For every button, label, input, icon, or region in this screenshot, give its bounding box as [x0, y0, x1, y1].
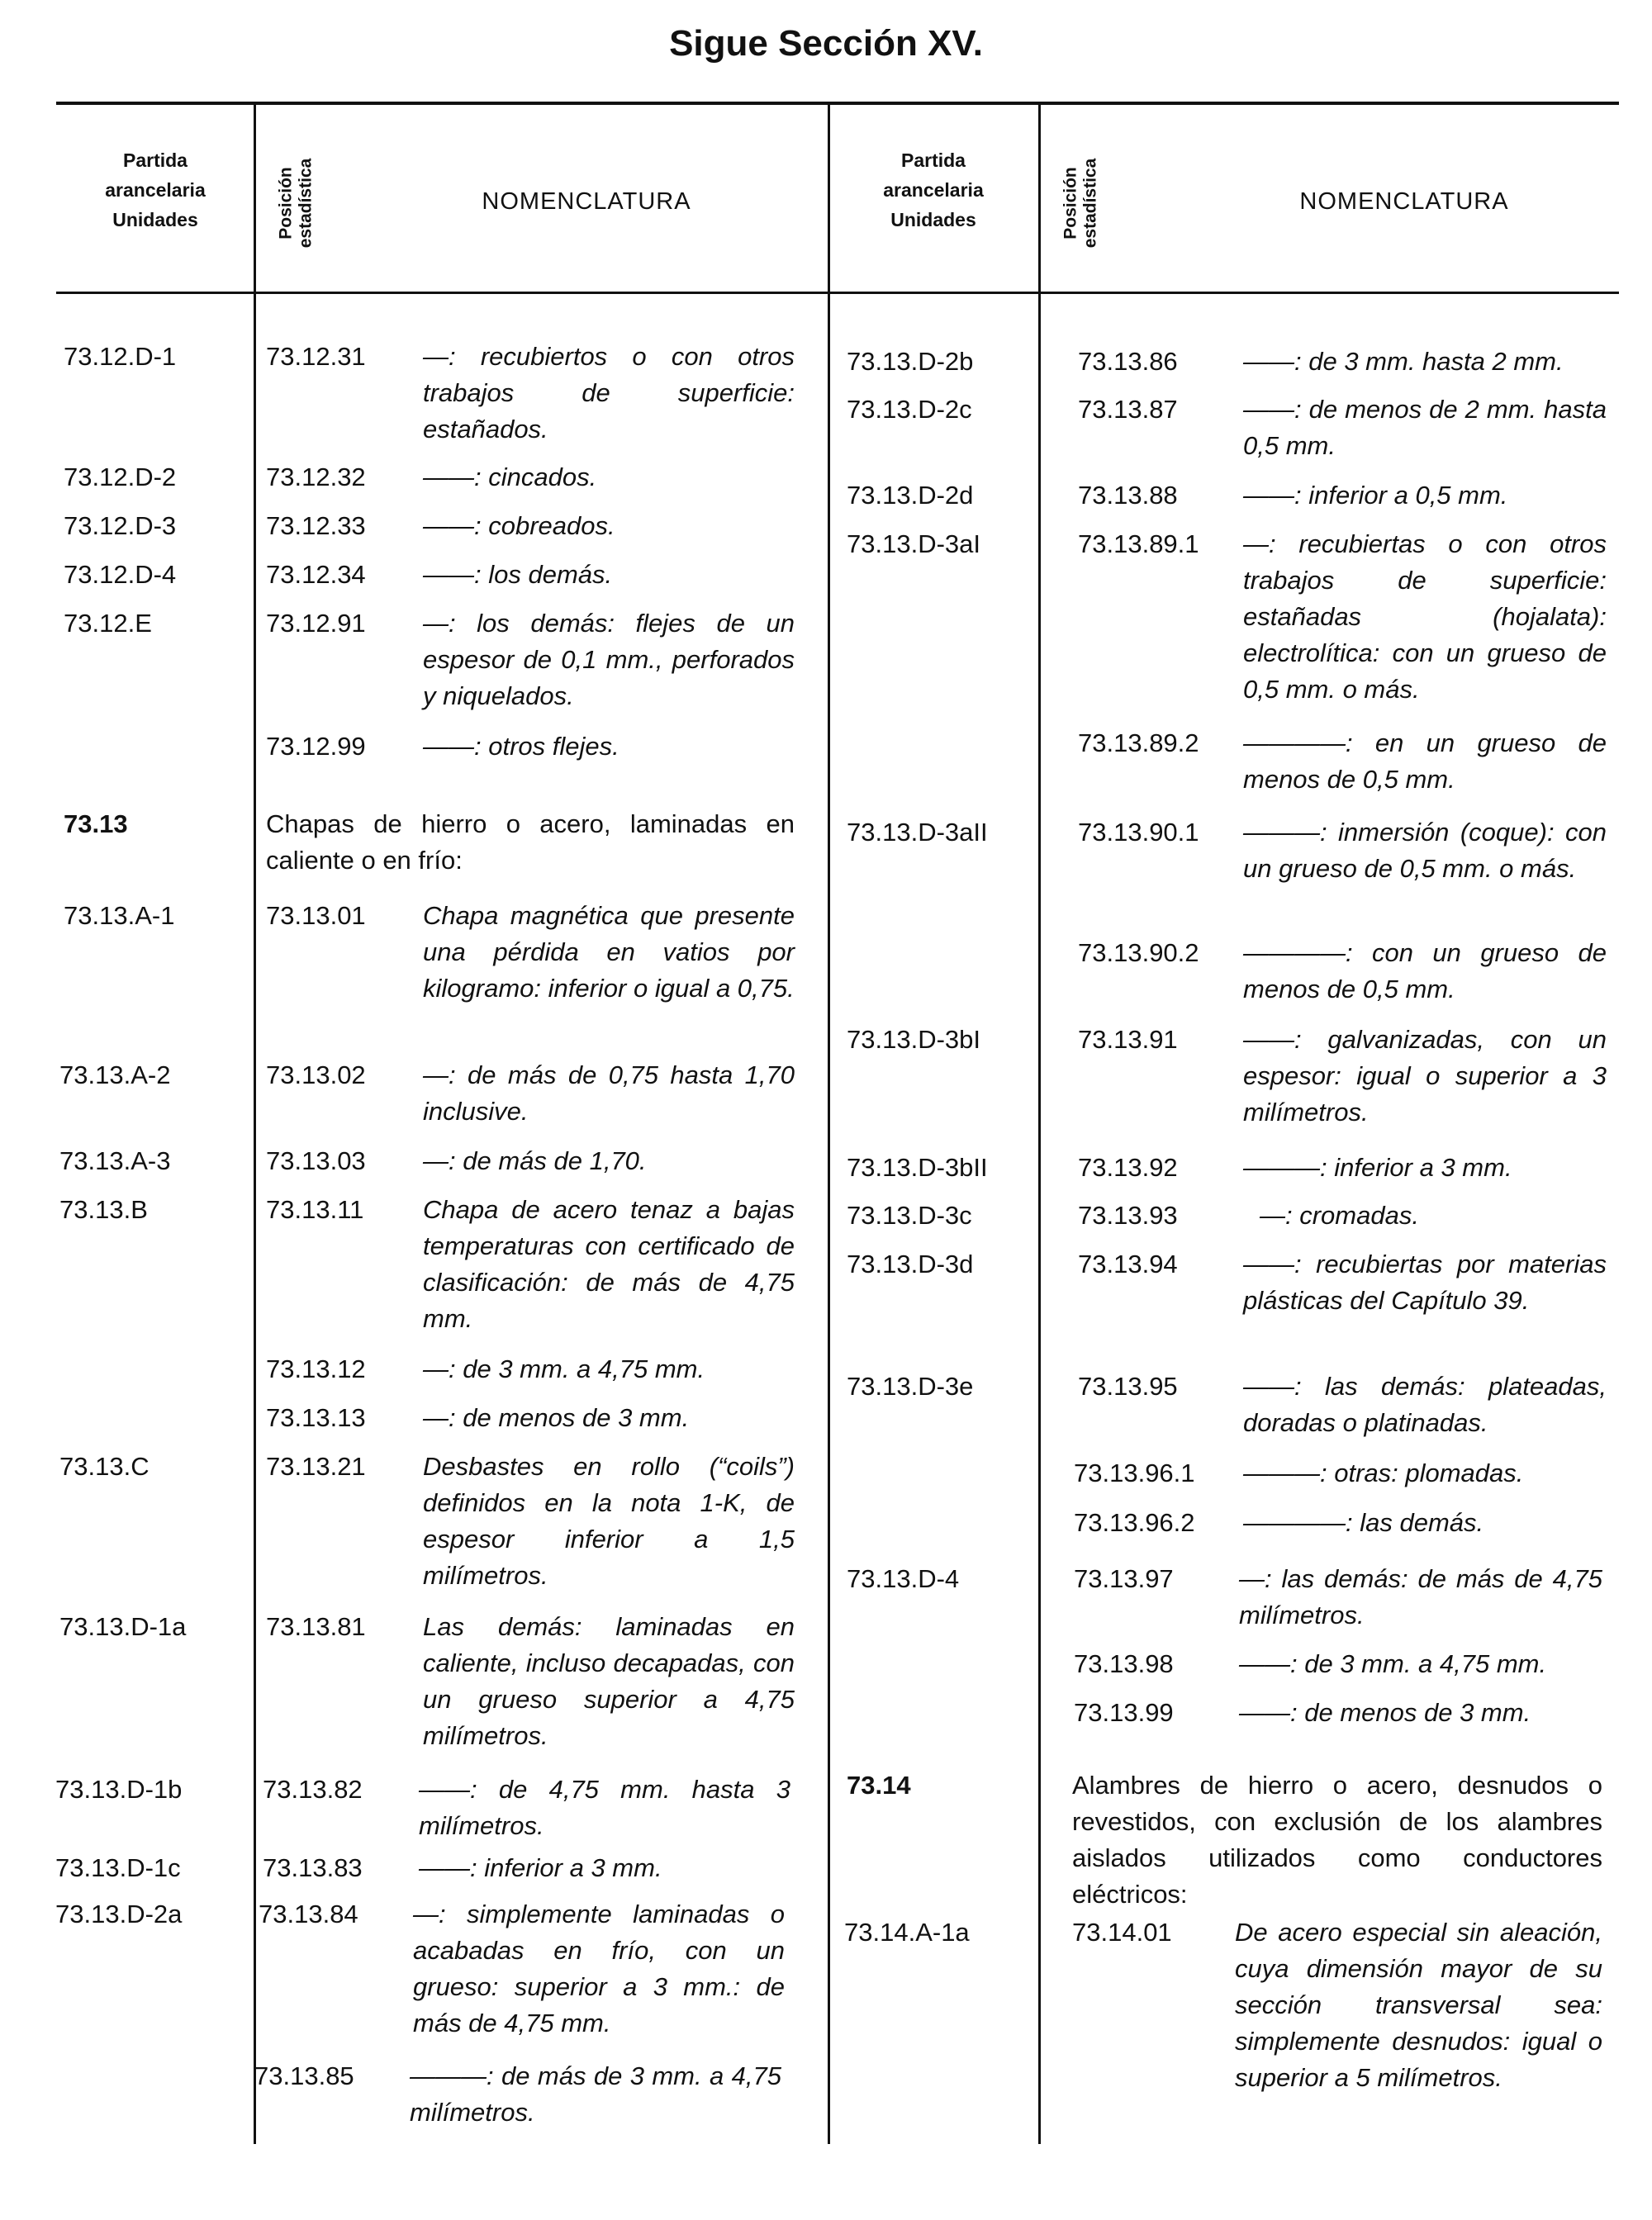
right-posicion: 73.13.94: [1078, 1250, 1178, 1278]
left-posicion: 73.13.81: [266, 1612, 366, 1641]
left-description: ——: cincados.: [423, 462, 597, 491]
right-partida: 73.13.D-4: [847, 1564, 960, 1593]
left-description: —: de menos de 3 mm.: [423, 1403, 690, 1432]
right-posicion: 73.13.89.2: [1078, 728, 1199, 757]
right-posicion: 73.14.01: [1072, 1918, 1172, 1947]
left-description: —: de 3 mm. a 4,75 mm.: [423, 1354, 705, 1383]
right-partida: 73.13.D-3d: [847, 1250, 974, 1278]
right-description: ——: de 3 mm. a 4,75 mm.: [1239, 1649, 1547, 1678]
right-posicion: 73.13.96.2: [1074, 1508, 1195, 1537]
header-partida-left: Partida arancelaria Unidades: [105, 149, 206, 230]
right-partida: 73.13.D-3bI: [847, 1025, 980, 1054]
right-posicion: 73.13.90.2: [1078, 938, 1199, 967]
right-description: ——: las demás: plateadas, doradas o platinadas.: [1243, 1372, 1607, 1437]
left-partida: 73.13.A-2: [59, 1060, 171, 1089]
left-partida: 73.12.D-2: [64, 462, 177, 491]
left-posicion: 73.12.31: [266, 342, 366, 371]
left-partida: 73.12.D-3: [64, 511, 177, 540]
right-posicion: 73.13.90.1: [1078, 818, 1199, 847]
left-posicion: 73.13.13: [266, 1403, 366, 1432]
left-partida: 73.12.E: [64, 609, 152, 638]
column-rule-2: [828, 104, 830, 2144]
left-partida: 73.13.C: [59, 1452, 150, 1481]
left-description: —: de más de 0,75 hasta 1,70 inclusive.: [423, 1060, 795, 1126]
header-bottom-rule: [56, 292, 1619, 294]
left-description: Desbastes en rollo (“coils”) definidos en la nota 1-K, de espesor inferior a 1,5 milímetros.: [423, 1452, 795, 1590]
right-description: ————: en un grueso de menos de 0,5 mm.: [1243, 728, 1607, 794]
left-heading-7313: Chapas de hierro o acero, laminadas en caliente o en frío:: [266, 809, 795, 875]
left-description: ——: los demás.: [423, 560, 613, 589]
left-partida: 73.13.B: [59, 1195, 148, 1224]
left-description: Chapa magnética que presente una pérdida en vatios por kilogramo: inferior o igual a 0,75.: [423, 901, 795, 1003]
left-posicion: 73.12.99: [266, 732, 366, 761]
right-description: De acero especial sin aleación, cuya dimensión mayor de su sección transversal sea: simplemente desnudos: igual o superior a 5 milímetros.: [1235, 1918, 1602, 2092]
left-partida: 73.13: [64, 809, 128, 838]
left-description: ———: de más de 3 mm. a 4,75 milímetros.: [410, 2061, 781, 2127]
right-description: —: cromadas.: [1260, 1201, 1419, 1230]
right-posicion: 73.13.95: [1078, 1372, 1178, 1401]
right-description: ———: otras: plomadas.: [1243, 1459, 1524, 1487]
left-posicion: 73.13.83: [263, 1853, 363, 1882]
right-partida: 73.13.D-3bII: [847, 1153, 988, 1182]
right-description: ——: recubiertas por materias plásticas del Capítulo 39.: [1243, 1250, 1607, 1315]
left-description: —: de más de 1,70.: [423, 1146, 647, 1175]
right-posicion: 73.13.91: [1078, 1025, 1178, 1054]
left-description: Las demás: laminadas en caliente, incluso decapadas, con un grueso superior a 4,75 milímetros.: [423, 1612, 795, 1750]
left-posicion: 73.13.11: [266, 1195, 364, 1224]
left-posicion: 73.12.91: [266, 609, 366, 638]
left-description: Chapa de acero tenaz a bajas temperaturas con certificado de clasificación: de más de 4,75 mm.: [423, 1195, 795, 1333]
left-posicion: 73.13.01: [266, 901, 366, 930]
right-partida: 73.13.D-3e: [847, 1372, 974, 1401]
left-partida: 73.13.D-1b: [55, 1775, 183, 1804]
right-description: —: recubiertas o con otros trabajos de superficie: estañadas (hojalata): electrolítica: con un grueso de 0,5 mm. o más.: [1243, 529, 1607, 704]
header-nomenclatura-left: NOMENCLATURA: [482, 188, 691, 215]
right-partida: 73.13.D-3aI: [847, 529, 980, 558]
left-partida: 73.12.D-4: [64, 560, 177, 589]
top-rule: [56, 102, 1619, 105]
page-title: Sigue Sección XV.: [669, 23, 983, 64]
header-posicion-left: Posición estadística: [276, 158, 316, 249]
left-posicion: 73.13.12: [266, 1354, 366, 1383]
left-description: ——: de 4,75 mm. hasta 3 milímetros.: [419, 1775, 790, 1840]
left-partida: 73.12.D-1: [64, 342, 177, 371]
header-partida-right: Partida arancelaria Unidades: [883, 149, 984, 230]
left-posicion: 73.13.82: [263, 1775, 363, 1804]
right-posicion: 73.13.98: [1074, 1649, 1174, 1678]
right-posicion: 73.13.99: [1074, 1698, 1174, 1727]
right-partida: 73.14.A-1a: [844, 1918, 970, 1947]
left-description: ——: cobreados.: [423, 511, 615, 540]
right-posicion: 73.13.96.1: [1074, 1459, 1195, 1487]
left-posicion: 73.12.33: [266, 511, 366, 540]
right-description: ———: inmersión (coque): con un grueso de 0,5 mm. o más.: [1243, 818, 1607, 883]
right-partida: 73.13.D-2c: [847, 395, 972, 424]
left-posicion: 73.13.85: [254, 2061, 354, 2090]
right-partida: 73.14: [847, 1771, 911, 1800]
left-description: ——: otros flejes.: [423, 732, 620, 761]
right-description: ——: de menos de 2 mm. hasta 0,5 mm.: [1243, 395, 1607, 460]
right-description: ——: de menos de 3 mm.: [1239, 1698, 1531, 1727]
left-posicion: 73.12.32: [266, 462, 366, 491]
left-posicion: 73.13.02: [266, 1060, 366, 1089]
left-partida: 73.13.D-1a: [59, 1612, 187, 1641]
right-description: ———: inferior a 3 mm.: [1243, 1153, 1512, 1182]
right-description: ——: de 3 mm. hasta 2 mm.: [1243, 347, 1564, 376]
left-partida: 73.13.D-1c: [55, 1853, 181, 1882]
left-description: ——: inferior a 3 mm.: [419, 1853, 662, 1882]
header-nomenclatura-right: NOMENCLATURA: [1299, 188, 1509, 215]
right-partida: 73.13.D-2d: [847, 481, 974, 510]
right-description: ——: galvanizadas, con un espesor: igual o superior a 3 milímetros.: [1243, 1025, 1607, 1127]
right-partida: 73.13.D-2b: [847, 347, 974, 376]
right-posicion: 73.13.97: [1074, 1564, 1174, 1593]
right-posicion: 73.13.93: [1078, 1201, 1178, 1230]
right-posicion: 73.13.87: [1078, 395, 1178, 424]
column-rule-3: [1038, 104, 1041, 2144]
left-posicion: 73.13.03: [266, 1146, 366, 1175]
left-description: —: los demás: flejes de un espesor de 0,1 mm., perforados y niquelados.: [423, 609, 795, 710]
left-posicion: 73.12.34: [266, 560, 366, 589]
right-posicion: 73.13.86: [1078, 347, 1178, 376]
left-description: —: recubiertos o con otros trabajos de superficie: estañados.: [423, 342, 795, 444]
left-description: —: simplemente laminadas o acabadas en frío, con un grueso: superior a 3 mm.: de más de 4,75 mm.: [413, 1900, 785, 2037]
right-description: ————: las demás.: [1243, 1508, 1484, 1537]
header-posicion-right: Posición estadística: [1061, 158, 1100, 249]
right-posicion: 73.13.89.1: [1078, 529, 1199, 558]
left-posicion: 73.13.84: [259, 1900, 358, 1928]
right-posicion: 73.13.92: [1078, 1153, 1178, 1182]
left-partida: 73.13.D-2a: [55, 1900, 183, 1928]
left-partida: 73.13.A-1: [64, 901, 175, 930]
right-posicion: 73.13.88: [1078, 481, 1178, 510]
right-heading-7314: Alambres de hierro o acero, desnudos o revestidos, con exclusión de los alambres aislados utilizados como conductores eléctricos:: [1072, 1771, 1602, 1909]
left-partida: 73.13.A-3: [59, 1146, 171, 1175]
right-description: —: las demás: de más de 4,75 milímetros.: [1239, 1564, 1602, 1629]
left-posicion: 73.13.21: [266, 1452, 366, 1481]
column-rule-1: [254, 104, 256, 2144]
right-partida: 73.13.D-3aII: [847, 818, 988, 847]
right-partida: 73.13.D-3c: [847, 1201, 972, 1230]
right-description: ————: con un grueso de menos de 0,5 mm.: [1243, 938, 1607, 1003]
right-description: ——: inferior a 0,5 mm.: [1243, 481, 1508, 510]
